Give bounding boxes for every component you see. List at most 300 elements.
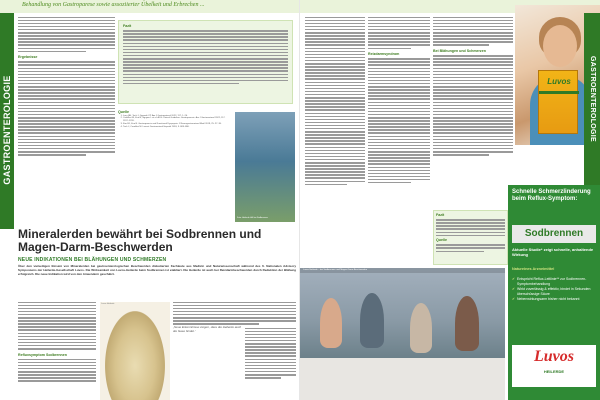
text-line xyxy=(433,77,513,79)
text-line xyxy=(305,97,365,99)
text-line xyxy=(368,148,430,150)
references-list xyxy=(118,110,228,222)
text-line xyxy=(18,374,96,376)
text-line xyxy=(433,38,513,40)
text-line xyxy=(18,314,96,316)
text-line xyxy=(245,337,296,339)
ad-heading: Natureines Arzneimittel xyxy=(512,267,555,271)
text-line xyxy=(18,362,96,364)
text-line xyxy=(433,20,513,22)
text-line xyxy=(18,145,115,147)
reference-item: 1. Lacy BE, Tack J, Gyawali CP. Am J Gastroenterol 2022; 117: 1–26. xyxy=(123,115,228,118)
text-line xyxy=(123,39,288,41)
text-line xyxy=(123,83,239,85)
section-side-label: GASTROENTEROLOGIE xyxy=(2,75,12,185)
text-line xyxy=(123,49,288,51)
text-line xyxy=(18,68,115,70)
photo-person xyxy=(410,303,432,353)
text-line xyxy=(18,311,96,313)
text-line xyxy=(433,71,513,73)
text-line xyxy=(18,61,115,63)
text-line xyxy=(173,305,296,307)
text-line xyxy=(123,33,288,35)
text-line xyxy=(436,228,505,230)
text-line xyxy=(368,108,430,110)
text-line xyxy=(123,64,288,66)
brand-name: Luvos xyxy=(534,348,574,365)
text-line xyxy=(433,83,513,85)
text-line xyxy=(368,26,430,28)
text-line xyxy=(245,349,296,351)
text-line xyxy=(123,80,288,82)
text-line xyxy=(18,108,115,110)
text-line xyxy=(305,60,365,62)
text-line xyxy=(368,117,430,119)
text-line xyxy=(305,174,365,176)
text-line xyxy=(245,371,296,373)
text-line xyxy=(368,154,430,156)
text-line xyxy=(368,98,430,100)
text-line xyxy=(433,108,513,110)
text-line xyxy=(433,17,513,19)
text-line xyxy=(433,61,513,63)
text-line xyxy=(18,114,115,116)
text-line xyxy=(368,120,430,122)
text-line xyxy=(368,71,430,73)
text-line xyxy=(436,222,505,224)
reference-item: 4. Tack J, Camilleri M. Lancet Gastroenterol Hepatol 2018; 3: 869–880. xyxy=(123,126,228,129)
text-line xyxy=(433,102,513,104)
text-line xyxy=(433,64,513,66)
ad-title: Schnelle Schmerzlinderung beim Reflux-Symptom: xyxy=(512,189,591,202)
text-line xyxy=(368,83,430,85)
text-line xyxy=(368,23,430,25)
text-line xyxy=(123,74,288,76)
text-line xyxy=(436,251,484,253)
text-line xyxy=(368,41,430,43)
text-line xyxy=(18,359,96,361)
fazit-box xyxy=(118,20,293,104)
text-line xyxy=(433,120,513,122)
text-line xyxy=(305,88,365,90)
photo-person xyxy=(455,296,479,351)
text-line xyxy=(18,20,115,22)
text-line xyxy=(18,345,96,347)
text-line xyxy=(305,153,365,155)
text-line xyxy=(305,181,365,183)
text-line xyxy=(173,308,296,310)
text-line xyxy=(433,32,513,34)
text-line xyxy=(368,129,430,131)
text-line xyxy=(368,44,430,46)
product-stripe xyxy=(539,91,579,94)
text-line xyxy=(305,125,365,127)
text-line xyxy=(433,105,513,107)
text-line xyxy=(245,334,296,336)
photo-table xyxy=(300,358,505,400)
text-line xyxy=(368,77,430,79)
text-line xyxy=(18,77,115,79)
text-line xyxy=(305,51,365,53)
text-line xyxy=(18,126,115,128)
text-line xyxy=(433,86,513,88)
photo-person xyxy=(360,293,384,348)
group-photo-caption: Luvos Heilerde – bei Sodbrennen und Magen-Darm-Beschwerden xyxy=(300,268,505,273)
text-line xyxy=(368,139,430,141)
text-line xyxy=(433,35,513,37)
text-line xyxy=(368,179,430,181)
text-line xyxy=(368,29,430,31)
section-heading-reflux: Refluxsymptom Sodbrennen xyxy=(18,352,67,357)
text-line xyxy=(18,23,115,25)
text-line xyxy=(305,69,365,71)
text-line xyxy=(368,61,430,63)
text-line xyxy=(305,63,365,65)
text-line xyxy=(173,302,296,304)
text-line xyxy=(305,26,365,28)
photo-person xyxy=(320,298,342,348)
text-line xyxy=(18,89,115,91)
text-line xyxy=(368,173,430,175)
text-line xyxy=(368,126,430,128)
text-line xyxy=(245,355,296,357)
text-line xyxy=(123,77,288,79)
text-line xyxy=(245,359,296,361)
text-line xyxy=(436,235,505,237)
text-line xyxy=(18,151,115,153)
heilerde-jar-photo xyxy=(100,302,170,400)
text-line xyxy=(245,331,296,333)
text-line xyxy=(305,75,365,77)
text-line xyxy=(18,95,115,97)
text-line xyxy=(123,67,288,69)
ad-benefit-item: ✔ Nebenwirkungsarm bisher nicht bekannt xyxy=(512,297,596,302)
product-package xyxy=(538,70,578,134)
text-line xyxy=(18,305,96,307)
text-line xyxy=(18,320,96,322)
text-line xyxy=(368,68,430,70)
text-line xyxy=(18,329,96,331)
article-column-r2 xyxy=(368,15,430,185)
text-line xyxy=(368,32,430,34)
text-line xyxy=(245,365,296,367)
text-line xyxy=(305,20,365,22)
text-line xyxy=(368,114,430,116)
text-line xyxy=(368,35,430,37)
text-line xyxy=(18,102,115,104)
text-line xyxy=(245,343,296,345)
medical-photo-caption: Foto: Heilerde hilft bei Sodbrennen xyxy=(237,216,268,219)
text-line xyxy=(18,339,96,341)
ad-main-label: Sodbrennen xyxy=(512,225,596,243)
section-sidebar xyxy=(0,13,14,229)
text-line xyxy=(433,126,513,128)
text-line xyxy=(433,117,513,119)
text-line xyxy=(18,377,96,379)
text-line xyxy=(433,148,513,150)
text-line xyxy=(305,66,365,68)
text-line xyxy=(18,111,115,113)
text-line xyxy=(368,136,430,138)
quelle-heading-right: Quelle xyxy=(436,238,447,243)
text-line xyxy=(173,320,296,322)
text-line xyxy=(433,68,513,70)
text-line xyxy=(245,377,281,379)
group-photo xyxy=(300,268,505,400)
text-line xyxy=(123,30,288,32)
text-line xyxy=(123,52,288,54)
text-line xyxy=(305,134,365,136)
text-line xyxy=(18,41,115,43)
text-line xyxy=(368,105,430,107)
text-line xyxy=(18,317,96,319)
jar-photo-caption: Luvos Heilerde xyxy=(101,303,115,305)
text-line xyxy=(305,143,365,145)
reference-item: 2. Camilleri M, Kuo B, Nguyen L et al. ACG Clinical Guideline: Gastroparesis. Am J Gastroenterol 2022; 117: 1197–1220. xyxy=(123,117,228,123)
text-line xyxy=(305,17,365,19)
brand-subtitle: HEILERDE xyxy=(543,369,565,374)
text-line xyxy=(305,184,347,186)
text-line xyxy=(18,71,115,73)
text-line xyxy=(305,140,365,142)
text-line xyxy=(368,92,430,94)
text-line xyxy=(18,308,96,310)
text-line xyxy=(368,95,430,97)
text-line xyxy=(305,54,365,56)
text-line xyxy=(18,365,96,367)
text-line xyxy=(18,26,115,28)
section-sidebar-right xyxy=(584,13,600,185)
text-line xyxy=(18,380,96,382)
text-line xyxy=(305,122,365,124)
text-line xyxy=(433,55,513,57)
text-line xyxy=(305,109,365,111)
text-line xyxy=(18,51,86,53)
text-line xyxy=(18,139,115,141)
text-line xyxy=(433,74,513,76)
text-line xyxy=(18,83,115,85)
text-line xyxy=(305,113,365,115)
text-line xyxy=(173,311,296,313)
text-line xyxy=(305,57,365,59)
text-line xyxy=(18,123,115,125)
text-line xyxy=(433,95,513,97)
text-line xyxy=(18,64,115,66)
text-line xyxy=(123,46,288,48)
text-line xyxy=(368,167,430,169)
text-line xyxy=(18,98,115,100)
text-line xyxy=(245,340,296,342)
text-line xyxy=(368,163,430,165)
text-line xyxy=(18,17,115,19)
ad-benefit-item: ✔ Entspricht Reflux-Leitlinie** zur Sodbrennen-Symptombehandlung xyxy=(512,277,596,286)
text-line xyxy=(305,171,365,173)
text-line xyxy=(18,80,115,82)
text-line xyxy=(18,38,115,40)
text-line xyxy=(305,48,365,50)
text-line xyxy=(18,35,115,37)
text-line xyxy=(368,151,430,153)
text-line xyxy=(433,26,513,28)
text-line xyxy=(305,116,365,118)
text-line xyxy=(368,86,430,88)
text-line xyxy=(18,86,115,88)
text-line xyxy=(433,145,513,147)
article-column-4 xyxy=(245,326,296,380)
text-line xyxy=(123,55,288,57)
text-line xyxy=(433,142,513,144)
text-line xyxy=(245,374,296,376)
text-line xyxy=(433,29,513,31)
text-line xyxy=(305,41,365,43)
text-line xyxy=(368,74,430,76)
text-line xyxy=(305,32,365,34)
text-line xyxy=(18,29,115,31)
text-line xyxy=(368,48,411,50)
text-line xyxy=(123,36,288,38)
article-column-3 xyxy=(173,300,296,326)
text-line xyxy=(18,117,115,119)
text-line xyxy=(433,98,513,100)
text-line xyxy=(305,128,365,130)
text-line xyxy=(245,368,296,370)
text-line xyxy=(18,333,96,335)
lead-paragraph: Über den vielseitigen Einsatz von Mineralerden bei gastroenterologischen Beschwerden diskutierten Fachleute aus Medizin und Naturwissenschaft während des 6. Nationalen Advisory Symposiums der Heilerde-Gesellschaft Luvos. Die Wirksamkeit von Luvos-Heilerde beim Sodbrennen ist etabliert. Die Heilerde ist auch bei Reizdarmbeschwerden durch Reduktion der Blähung erfolgreich. Die neue Indikation wird von den Anwendern geschätzt. xyxy=(18,264,296,276)
text-line xyxy=(368,157,430,159)
text-line xyxy=(305,94,365,96)
text-line xyxy=(305,72,365,74)
text-line xyxy=(433,154,489,156)
text-line xyxy=(305,35,365,37)
reference-item: 3. Kim BJ, Kuo B. Gastroparesis and Functional Dyspepsia. J Neurogastroenterol Motil 2019; 25: 27–35. xyxy=(123,123,228,126)
text-line xyxy=(18,32,115,34)
text-line xyxy=(368,38,430,40)
text-line xyxy=(245,346,296,348)
article-column-r1 xyxy=(305,15,365,187)
article-column-r3 xyxy=(433,15,513,157)
text-line xyxy=(368,20,430,22)
text-line xyxy=(18,120,115,122)
text-line xyxy=(305,85,365,87)
text-line xyxy=(123,58,288,60)
text-line xyxy=(433,41,513,43)
text-line xyxy=(123,43,288,45)
text-line xyxy=(305,78,365,80)
text-line xyxy=(18,148,115,150)
text-line xyxy=(368,132,430,134)
text-line xyxy=(368,111,430,113)
text-line xyxy=(436,247,505,249)
text-line xyxy=(305,100,365,102)
text-line xyxy=(368,80,430,82)
text-line xyxy=(305,29,365,31)
text-line xyxy=(245,352,296,354)
text-line xyxy=(368,64,430,66)
text-line xyxy=(18,74,115,76)
text-line xyxy=(173,314,296,316)
section-heading-ergebnisse: Ergebnisse xyxy=(18,55,38,60)
text-line xyxy=(433,129,513,131)
text-line xyxy=(433,136,513,138)
text-line xyxy=(436,244,505,246)
text-line xyxy=(305,23,365,25)
text-line xyxy=(433,58,513,60)
text-line xyxy=(433,111,513,113)
text-line xyxy=(433,89,513,91)
text-line xyxy=(18,48,115,50)
text-line xyxy=(18,136,115,138)
text-line xyxy=(305,147,365,149)
text-line xyxy=(18,105,115,107)
text-line xyxy=(305,131,365,133)
section-heading-reizdarm: Reizdarmsyndrom xyxy=(368,52,400,57)
quelle-heading: Quelle xyxy=(118,110,129,114)
ad-subtitle: Aktuelle Studie* zeigt schnelle, anhaltende Wirkung xyxy=(512,247,594,257)
product-brand: Luvos xyxy=(547,77,571,86)
article-column-1 xyxy=(18,15,115,157)
text-line xyxy=(433,123,513,125)
main-headline: Mineralerden bewährt bei Sodbrennen und Magen-Darm-Beschwerden xyxy=(18,227,262,254)
text-line xyxy=(18,368,96,370)
text-line xyxy=(245,362,296,364)
text-line xyxy=(305,177,365,179)
text-line xyxy=(368,160,430,162)
text-line xyxy=(368,17,430,19)
text-line xyxy=(436,225,505,227)
ad-benefits-list xyxy=(512,277,596,303)
text-line xyxy=(173,317,296,319)
text-line xyxy=(436,219,505,221)
text-line xyxy=(368,145,430,147)
text-line xyxy=(305,168,365,170)
text-line xyxy=(18,348,96,350)
fazit-heading: Fazit xyxy=(123,24,132,28)
text-line xyxy=(368,123,430,125)
text-line xyxy=(368,142,430,144)
text-line xyxy=(368,182,411,184)
text-line xyxy=(18,371,96,373)
text-line xyxy=(305,159,365,161)
text-line xyxy=(18,326,96,328)
text-line xyxy=(433,151,513,153)
fazit-box-right xyxy=(433,210,508,265)
medical-photo xyxy=(235,112,295,222)
right-page xyxy=(300,0,600,400)
text-line xyxy=(18,323,96,325)
text-line xyxy=(305,82,365,84)
text-line xyxy=(305,106,365,108)
text-line xyxy=(305,44,365,46)
text-line xyxy=(433,23,513,25)
text-line xyxy=(305,165,365,167)
sub-headline: NEUE INDIKATIONEN BEI BLÄHUNGEN UND SCHMERZEN xyxy=(18,257,167,263)
photo-face xyxy=(543,25,577,67)
text-line xyxy=(368,170,430,172)
text-line xyxy=(433,114,513,116)
text-line xyxy=(18,342,96,344)
text-line xyxy=(305,150,365,152)
section-heading-blaehungen: Bei Blähungen und Schmerzen xyxy=(433,48,486,53)
text-line xyxy=(18,336,96,338)
text-line xyxy=(305,38,365,40)
text-line xyxy=(245,328,296,330)
text-line xyxy=(368,176,430,178)
text-line xyxy=(433,92,513,94)
advertisement xyxy=(508,185,600,400)
text-line xyxy=(433,44,489,46)
text-line xyxy=(433,139,513,141)
brand-logo xyxy=(512,345,596,387)
